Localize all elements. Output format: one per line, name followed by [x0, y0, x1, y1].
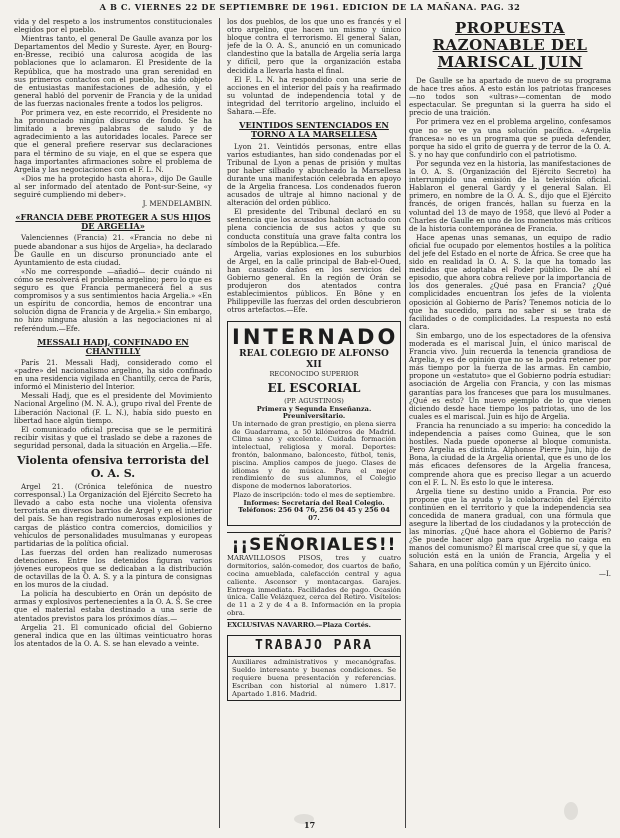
- ad-school-name: REAL COLEGIO DE ALFONSO XII: [239, 348, 389, 370]
- paragraph: vida y del respeto a los instrumentos constitucionales elegidos por el pueblo.: [14, 18, 212, 35]
- paragraph: El presidente del Tribunal declaró en su sentencia que los acusados habían actuado con plena conciencia de sus actos y que su conducta constituía una grave falta contra los símbolos de la República.—Efe.: [227, 207, 401, 249]
- ink-smudge: [294, 814, 314, 824]
- school-advertisement: [227, 321, 401, 527]
- paragraph: Las fuerzas del orden han realizado numerosas detenciones. Entre los detenidos figuran varios jóvenes europeos que se dedicaban a la distribución de octavillas de la O. A. S. y a la pintura de consignas en los muros de la ciudad.: [14, 547, 212, 590]
- column-right: [409, 18, 611, 830]
- paragraph: Por segunda vez en la historia, las manifestaciones de la O. A. S. (Organización del Ejército Secreto) ha interrumpido una emisión de la televisión oficial. Hablaron el general Gardy y el general Salan. El primero, en nombre de la O. A. S., dijo que el Ejército francés, de origen francés, hallan su fuerza en la voluntad del 13 de mayo de 1958, que llevó al Poder a Charles de Gaulle en uno de los momentos más críticos de la historia contemporánea de Francia.: [409, 158, 611, 233]
- paragraph: Valenciennes (Francia) 21. «Francia no debe ni puede abandonar a sus hijos de Argelia», ha declarado De Gaulle en un discurso pronunciado ante el Ayuntamiento de esta ciudad.: [14, 233, 212, 267]
- paragraph: Lyon 21. Veintidós personas, entre ellas varios estudiantes, han sido condenadas por el Tribunal de Lyon a penas de prisión y multas por haber silbado y abucheado la Marsellesa durante una manifestación celebrada en apoyo de la Argelia francesa. Los condenados fueron acusados de ultraje al himno nacional y de alteración del orden público.: [227, 141, 401, 208]
- column-left: [14, 18, 212, 830]
- paragraph: «Dios me ha protegido hasta ahora», dijo De Gaulle al ser informado del atentado de Pont-sur-Seine, «y seguiré cumpliendo mi deber».: [14, 173, 212, 199]
- paragraph: El comunicado oficial precisa que se le permitirá recibir visitas y que el traslado se debe a razones de seguridad personal, dada la situación en Argelia.—Efe.: [14, 424, 212, 450]
- headline: VEINTIDOS SENTENCIADOS EN TORNO A LA MARSELLESA: [239, 120, 389, 140]
- headline: MESSALI HADJ, CONFINADO EN CHANTILLY: [37, 336, 189, 356]
- byline: —I.: [598, 568, 611, 578]
- paragraph: París 21. Messali Hadj, considerado como el «padre» del nacionalismo argelino, ha sido confinado en una residencia vigilada en Chantilly, cerca de París, informó el Ministerio del Interior.: [14, 358, 212, 392]
- main-headline: PROPUESTA RAZONABLE DEL MARISCAL JUIN: [432, 19, 588, 71]
- paragraph: De Gaulle se ha apartado de nuevo de su programa de hace tres años. A esto están los patriotas franceses—no todos son «ultras»—comentan de modo espectacular. Se preguntan si la guerra ha sido el precio de una traición.: [409, 76, 611, 118]
- page-mark: 17: [304, 820, 316, 830]
- housing-ad-banner: ¡¡SEÑORIALES!!: [227, 532, 401, 555]
- paragraph: Argelia, varias explosiones en los suburbios de Argel, en la calle principal de Bab-el-Oued, han causado daños en los servicios del Gobierno general. En la región de Orán se produjeron dos atentados contra establecimientos públicos. En Bône y en Philippeville las fuerzas del orden descubrieron otros artefactos.—Efe.: [227, 248, 401, 315]
- ad-title: INTERNADO: [232, 324, 399, 349]
- paragraph: Mientras tanto, el general De Gaulle avanza por los Departamentos del Medio y Sureste. Ayer, en Bourg-en-Bresse, recibió una calurosa acogida de las poblaciones que lo aclamaron. El Presidente de la República, que ha mostrado una gran serenidad en sus primeros contactos con el pueblo, ha sido objeto de entusiastas manifestaciones de adhesión, y el general habló del porvenir de Francia y de la unidad de las fuerzas nacionales frente a todos los peligros.: [14, 34, 212, 108]
- paragraph: El F. L. N. ha respondido con una serie de acciones en el interior del país y ha reafirmado su voluntad de independencia total y de integridad del territorio argelino, incluido el Sahara.—Efe.: [227, 74, 401, 117]
- job-ad-body: Auxiliares administrativos y mecanógrafas. Sueldo interesante y buenas condiciones. Se requiere buena presentación y referencias. Escriban con historial al número 1.817. Apartado 1.816. Madrid.: [227, 657, 401, 701]
- paragraph: Messali Hadj, que es el presidente del Movimiento Nacional Argelino (M. N. A.), grupo rival del Frente de Liberación Nacional (F. L. N.), había sido puesto en libertad hace algún tiempo.: [14, 391, 212, 425]
- column-rule: [405, 18, 406, 828]
- paragraph: Por primera vez en el problema argelino, confesamos que no se ve ya una solución pacífica. «Argelia francesa» no es un programa que se pueda defender, porque ha sido el grito de guerra y de terror de la O. A. S. y no hay que confundirlo con el patriotismo.: [409, 117, 611, 159]
- ad-contact: Informes: Secretaría del Real Colegio. Teléfonos: 256 04 76, 256 04 45 y 256 04 07.: [238, 498, 390, 522]
- paragraph: La policía ha descubierto en Orán un depósito de armas y explosivos pertenecientes a la O. A. S. Se cree que el material estaba destinado a una serie de atentados previstos para los próximos días.—: [14, 589, 212, 623]
- ad-order: (PP. AGUSTINOS): [284, 397, 344, 406]
- masthead: A B C. VIERNES 22 DE SEPTIEMBRE DE 1961. EDICION DE LA MAÑANA. PAG. 32: [99, 2, 521, 12]
- ad-body: Un internado de gran prestigio, en plena sierra de Guadarrama, a 50 kilómetros de Madrid. Clima sano y excelente. Cuidada formación intelectual, religiosa y moral. Deportes: frontón, balonmano, baloncesto, fútbol, tenis, piscina. Amplios campos de juego. Clases de idiomas y de música. Para el mejor rendimiento de sus alumnos, el Colegio dispone de modernos laboratorios.: [232, 419, 396, 491]
- paragraph: Por primera vez, en este recorrido, el Presidente no ha pronunciado ningún discurso de fondo. Se ha limitado a breves palabras de saludo y de agradecimiento a las autoridades locales. Parece ser que el general prefiere reservar sus declaraciones para el término de su viaje, en el que se espera que haga importantes afirmaciones sobre el problema de Argelia y las negociaciones con el F. L. N.: [14, 108, 212, 174]
- ad-levels: Primera y Segunda Enseñanza. Preuniversitario.: [256, 404, 372, 421]
- newspaper-page: [4, 2, 616, 836]
- headline: «FRANCIA DEBE PROTEGER A SUS HIJOS DE ARGELIA»: [15, 212, 211, 232]
- paragraph: Francia ha renunciado a su imperio: ha concedido la independencia a países como Guinea, que le son hostiles. Nada puede oponerse al bloque comunista. Pero Argelia es distinta. Alphonse Pierre Juin, hijo de Bona, la ciudad de la Argelia oriental, que es uno de los más eficaces defensores de la Argelia francesa, comprende ahora que es preciso llegar a un acuerdo con el F. L. N. Es esto lo que le interesa.: [409, 420, 611, 487]
- ink-smudge: [564, 802, 578, 820]
- paragraph: Hace apenas unas semanas, un equipo de radio oficial fue ocupado por elementos hostiles a la política del jefe del Estado en el norte de África. Se cree que ha sido en realidad la O. A. S. la que ha tomado las medidas que adoptaba el Poder público. De ahí el episodio, que ahora cobra relieve por la importancia de los dos generales. ¿Qué pasa en Francia? ¿Qué complicidades encuentran los jefes de la violenta oposición al Gobierno de París? Tenemos noticia de lo que ha sucedido, para no saber si se trata de facilidades o de complicidades. La respuesta no está clara.: [409, 232, 611, 331]
- column-middle: [227, 18, 401, 830]
- paragraph: Sin embargo, uno de los espectadores de la ofensiva moderada es el mariscal Juin, el único mariscal de Francia vivo. Juin recuerda la tenencia grandiosa de Argelia, y es de opinión que no se la podrá retener por más tiempo por la fuerza de las armas. En cambio, propone un «estatuto» que el Gobierno podría estudiar: asociación de Argelia con Francia, y con las mismas garantías para los franceses que para los musulmanes. ¿Qué es esto? Un nuevo ejemplo de lo que vienen diciendo desde hace tiempo los patriotas, uno de los cuales es el mariscal. Juin es hijo de Argelia.: [409, 330, 611, 421]
- paragraph: los dos pueblos, de los que uno es francés y el otro argelino, que hacen un mismo y único bloque contra el terrorismo. El general Salan, jefe de la O. A. S., anunció en un comunicado clandestino que la batalla de Argelia sería larga y difícil, pero que la organización estaba decidida a llevarla hasta el final.: [227, 18, 401, 75]
- paragraph: Argelia 21. El comunicado oficial del Gobierno general indica que en las últimas veinticuatro horas los atentados de la O. A. S. se han elevado a veinte.: [14, 622, 212, 648]
- housing-ad-footer: EXCLUSIVAS NAVARRO.—Plaza Cortés.: [227, 619, 401, 630]
- paragraph: Argelia tiene su destino unido a Francia. Por eso propone que la ayuda y la colaboración del Ejército continúen en el territorio y que la independencia sea concedida de manera gradual, con una fórmula que asegure la libertad de los ciudadanos y la protección de las minorías. ¿Qué hace ahora el Gobierno de París? ¿Se puede hacer algo para que Argelia no caiga en manos del comunismo? El mariscal cree que sí, y que la solución está en la unión de Francia, Argelia y el Sahara, en una política común y un Ejército único.: [409, 486, 611, 569]
- job-ad-title: TRABAJO PARA: [227, 635, 401, 657]
- ad-place: EL ESCORIAL: [267, 381, 361, 396]
- byline: J. MENDELAMBIN.: [142, 199, 212, 209]
- paragraph: «No me corresponde —añadió— decir cuándo ni cómo se resolverá el problema argelino; pero lo que es seguro es que Francia permanecerá fiel a sus compromisos y a sus sentimientos hacia Argelia.» «En un espíritu de concordia, hemos de encontrar una solución digna de Francia y de Argelia.» Sin embargo, no hizo ninguna alusión a las negociaciones ni al referéndum.—Efe.: [14, 266, 212, 333]
- ad-recognition: RECONOCIDO SUPERIOR: [269, 369, 359, 378]
- column-rule: [219, 18, 220, 828]
- headline: Violenta ofensiva terrorista del O. A. S.: [17, 454, 209, 480]
- ad-deadline: Plazo de inscripción: todo el mes de septiembre.: [232, 491, 396, 500]
- paragraph: Argel 21. (Crónica telefónica de nuestro corresponsal.) La Organización del Ejército Secreto ha llevado a cabo esta noche una violenta ofensiva terrorista en diversos barrios de Argel y en el interior del país. Se han registrado numerosas explosiones de cargas de plástico contra comercios, domicilios y vehículos de personalidades musulmanas y europeas partidarias de la política oficial.: [14, 482, 212, 548]
- housing-ad-body: MARAVILLOSOS PISOS, tres y cuatro dormitorios, salón-comedor, dos cuartos de baño, cocina amueblada, calefacción central y agua caliente. Ascensor y montacargas. Garajes. Entrega inmediata. Facilidades de pago. Ocasión única. Calle Velázquez, cerca del Retiro. Visítelos: de 11 a 2 y de 4 a 8. Información en la propia obra.: [227, 554, 401, 617]
